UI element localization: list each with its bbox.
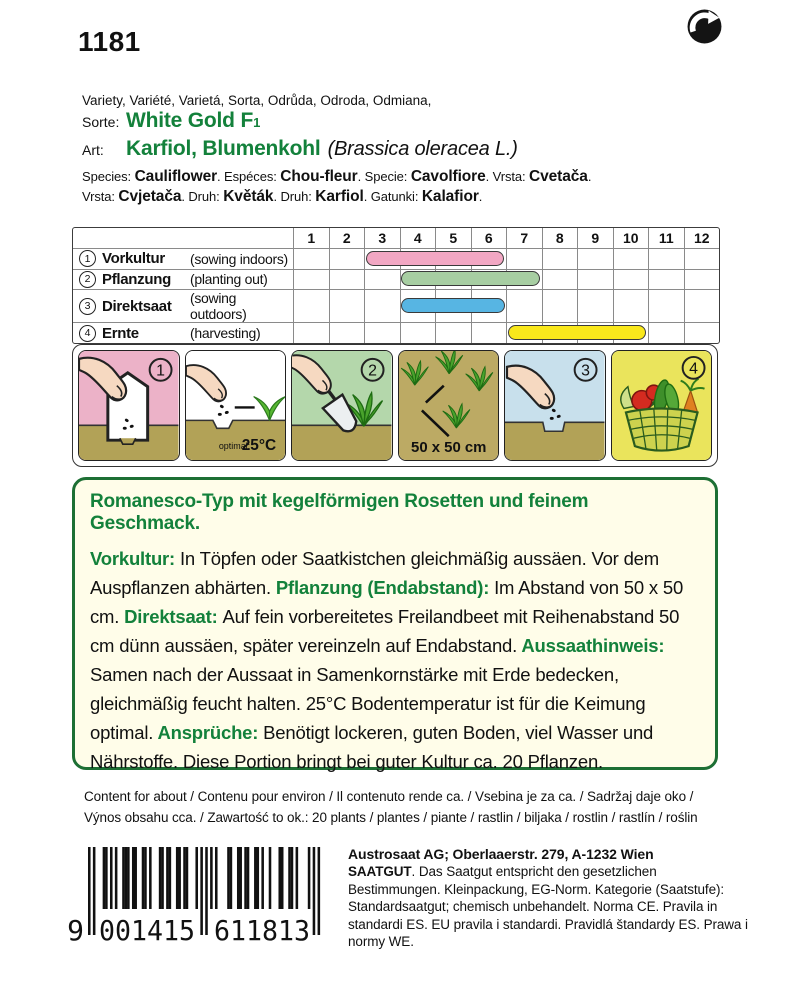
instruction-label: Vorkultur: (90, 548, 180, 569)
species-label: Vrsta: (82, 189, 119, 204)
calendar-bar-Ernte (harvesting) (508, 325, 647, 340)
species-label: Gatunki: (367, 189, 422, 204)
step-4-badge: 4 (79, 325, 96, 342)
art-label: Art: (82, 142, 104, 158)
species-value: Cvjetača (118, 188, 182, 205)
month-11: 11 (648, 228, 684, 248)
month-cell (364, 290, 400, 322)
row-label-en: (sowing outdoors) (190, 290, 247, 323)
month-cell (648, 270, 684, 290)
calendar-row-direktsaat (73, 289, 719, 322)
row-label-de: Pflanzung (102, 270, 171, 288)
step-1-badge: 1 (79, 250, 96, 267)
calendar-bar-Vorkultur (sowing indoors) (366, 251, 505, 266)
month-3: 3 (364, 228, 400, 248)
optimal-temperature: 25°C (241, 437, 276, 455)
species-translations-line-1: Species: Cauliflower. Espéces: Chou-fleur. Specie: Cavolfiore. Vrsta: Cvetača. (82, 168, 592, 185)
instruction-panels (72, 344, 718, 467)
month-cell (294, 323, 329, 343)
variety-name: White Gold F1 (126, 109, 261, 132)
calendar-month-header (294, 228, 719, 248)
content-quantity-note: Content for about / Contenu pour environ / Il contenuto rende ca. / Vsebina je za ca. / Sadržaj daje oko / Výnos obsahu cca. / Zawartość to ok.: 20 plants / plantes / piante / rastlin / biljaka / rostlin / rastlín / roślin (84, 789, 698, 825)
month-cell (364, 323, 400, 343)
panel-germination-temp (185, 350, 287, 461)
planting-out-illustration (292, 351, 392, 460)
green-dot-recycling-icon (686, 8, 723, 45)
instruction-label: Aussaathinweis: (517, 635, 665, 656)
month-cell (329, 323, 365, 343)
month-cell (506, 290, 542, 322)
panel-step-number: 1 (156, 362, 166, 380)
month-cell (435, 323, 471, 343)
row-label-de: Direktsaat (102, 297, 172, 315)
calendar-row-ernte (73, 322, 719, 343)
month-8: 8 (542, 228, 578, 248)
panel-sowing-outdoors (504, 350, 606, 461)
species-value: Chou-fleur (280, 168, 358, 185)
species-label: Druh: (184, 189, 224, 204)
basket-icon (625, 408, 697, 450)
species-label: Vrsta: (489, 169, 530, 184)
instruction-text: In Töpfen oder Saatkistchen gleichmäßig aussäen. Vor dem Auspflanzen abhärten. (90, 548, 659, 598)
month-4: 4 (400, 228, 436, 248)
panel-step-number: 3 (581, 362, 591, 380)
calendar-track-vorkultur (294, 249, 719, 269)
panel-spacing (398, 350, 500, 461)
month-5: 5 (435, 228, 471, 248)
species-name-de: Karfiol, Blumenkohl (126, 137, 321, 160)
spacing-caption: 50 x 50 cm (410, 440, 486, 457)
month-cell (648, 290, 684, 322)
month-cell (684, 270, 720, 290)
calendar-track-pflanzung (294, 270, 719, 290)
species-value: Cavolfiore (410, 168, 486, 185)
harvest-illustration (612, 351, 712, 460)
species-value: Cvetača (529, 168, 588, 185)
soil (292, 425, 392, 460)
legal-text: SAATGUT. Das Saatgut entspricht den gesetzlichen Bestimmungen. Kleinpackung, EG-Norm. Kategorie (Saatstufe): Standardsaatgut; chemisch unbehandelt. Norma CE. Pravila in standardi ES. EU pravila i standardi. Pravidlá štandardy ES. Prawa i normy WE. (348, 864, 748, 950)
instructions-body (90, 544, 700, 776)
month-cell (542, 270, 578, 290)
step-2-badge: 2 (79, 271, 96, 288)
month-cell (684, 290, 720, 322)
calendar-row-pflanzung (73, 269, 719, 290)
month-cell (613, 270, 649, 290)
month-2: 2 (329, 228, 365, 248)
ean13-barcode (62, 845, 326, 945)
month-cell (577, 290, 613, 322)
instructions-headline: Romanesco-Typ mit kegelförmigen Rosetten und feinem Geschmack. (90, 491, 589, 534)
species-value: Cauliflower (134, 168, 218, 185)
species-value: Kalafior (421, 188, 479, 205)
publisher-block (348, 845, 748, 951)
month-cell (471, 323, 507, 343)
variety-languages-line: Variety, Variété, Varietá, Sorta, Odrůda, Odroda, Odmiana, (82, 93, 432, 108)
variety-name-row (82, 109, 260, 133)
spacing-illustration (399, 351, 499, 460)
step-3-badge: 3 (79, 298, 96, 315)
calendar-bar-Direktsaat (sowing outdoors) (401, 298, 504, 313)
month-cell (294, 290, 329, 322)
species-label: Espéces: (220, 169, 281, 184)
panel-step-number: 4 (688, 360, 698, 378)
sorte-label: Sorte: (82, 114, 120, 130)
month-cell (648, 323, 684, 343)
row-label-en: (harvesting) (190, 325, 261, 342)
month-cell (400, 323, 436, 343)
month-cell (506, 249, 542, 269)
month-cell (542, 249, 578, 269)
panel-sowing-indoors (78, 350, 180, 461)
month-cell (613, 290, 649, 322)
month-cell (684, 249, 720, 269)
species-label: Species: (82, 169, 135, 184)
panel-step-number: 2 (368, 362, 378, 380)
instruction-text: Auf fein vorbereitetes Freilandbeet mit Reihenabstand 50 cm dünn aussäen, später vereinzeln auf Endabstand. (90, 606, 680, 656)
calendar-header-label-cell (73, 228, 294, 248)
species-value: Květák (223, 188, 274, 205)
month-cell (577, 270, 613, 290)
month-cell (648, 249, 684, 269)
sowing-outdoors-illustration (505, 351, 605, 460)
month-1: 1 (307, 229, 316, 246)
species-translations-line-2: Vrsta: Cvjetača. Druh: Květák. Druh: Karfiol. Gatunki: Kalafior. (82, 188, 483, 205)
instruction-text: Benötigt lockeren, guten Boden, viel Wasser und Nährstoffe. Diese Portion bringt bei guter Kultur ca. 20 Pflanzen. (90, 722, 654, 772)
row-label-en: (planting out) (190, 271, 268, 288)
month-cell (329, 270, 365, 290)
instruction-label: Ansprüche: (153, 722, 264, 743)
row-label-de: Ernte (102, 324, 139, 342)
month-cell (684, 323, 720, 343)
month-7: 7 (506, 228, 542, 248)
panel-harvest (611, 350, 713, 461)
furrow (120, 438, 136, 444)
instruction-label: Pflanzung (Endabstand): (270, 577, 495, 598)
calendar-track-direktsaat (294, 290, 719, 322)
packet-number: 1181 (78, 26, 141, 57)
month-6: 6 (471, 228, 507, 248)
month-cell (364, 270, 400, 290)
barcode-digits-right: 611813 (214, 914, 310, 945)
month-cell (294, 270, 329, 290)
sowing-indoors-illustration (79, 351, 179, 460)
species-label: Specie: (361, 169, 411, 184)
month-cell (329, 290, 365, 322)
row-label-en: (sowing indoors) (190, 250, 288, 267)
species-value: Karfiol (315, 188, 364, 205)
month-cell (613, 249, 649, 269)
calendar-row-vorkultur (73, 248, 719, 269)
germination-illustration (186, 351, 286, 460)
row-label-de: Vorkultur (102, 250, 165, 268)
growing-instructions-box (72, 477, 718, 770)
month-10: 10 (613, 228, 649, 248)
publisher-address: Austrosaat AG; Oberlaaerstr. 279, A-1232 Wien (348, 846, 654, 862)
month-12: 12 (684, 228, 720, 248)
month-cell (542, 290, 578, 322)
calendar-track-ernte (294, 323, 719, 343)
instruction-label: Direktsaat: (119, 606, 223, 627)
month-9: 9 (577, 228, 613, 248)
panel-planting-out (291, 350, 393, 461)
instruction-text: Samen nach der Aussaat in Samenkornstärke mit Erde bedecken, gleichmäßig feucht halten. 25°C Bodentemperatur ist für die Keimung optimal. (90, 664, 646, 743)
sowing-calendar-table (72, 227, 720, 344)
calendar-header-row (73, 228, 719, 248)
instruction-text: Im Abstand von 50 x 50 cm. (90, 577, 684, 627)
month-cell (329, 249, 365, 269)
barcode-digits-left: 001415 (99, 914, 195, 945)
species-latin-name: (Brassica oleracea L.) (327, 138, 518, 160)
month-cell (577, 249, 613, 269)
optimal-label: optimal: (218, 441, 250, 452)
species-label: Druh: (276, 189, 316, 204)
calendar-bar-Pflanzung (planting out) (401, 271, 540, 286)
month-cell (294, 249, 329, 269)
species-name-row (82, 137, 518, 161)
barcode-digit-first: 9 (67, 914, 84, 945)
